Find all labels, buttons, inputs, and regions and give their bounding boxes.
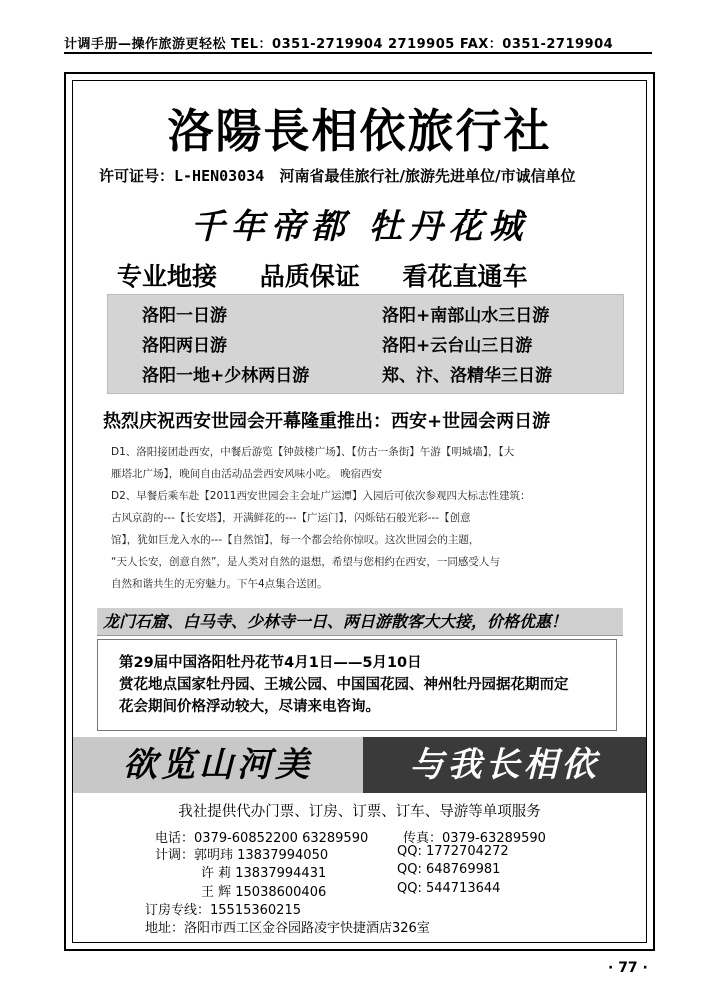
advertisement-inner-border [72,80,647,943]
planner-qq: QQ: 1772704272 [397,844,509,859]
agency-name: 洛陽長相依旅行社 [167,104,552,158]
advertisement-frame [64,72,655,951]
itinerary-line: 雁塔北广场】，晚间自由活动品尝西安风味小吃。 晚宿西安 [111,468,383,480]
itinerary-block [103,441,619,591]
booking-hotline: 订房专线：15515360215 [145,903,301,918]
peony-line: 花会期间价格浮动较大，尽请来电咨询。 [119,699,380,715]
slogan-left-panel: 欲览山河美 [73,737,363,793]
feature-list [117,257,561,293]
day-tour-banner: 龙门石窟、白马寺、少林寺一日、两日游散客大大接，价格优惠！ [97,608,623,636]
agency-address: 地址：洛阳市西工区金谷园路凌宇快捷酒店326室 [145,921,430,936]
tour-item: 洛阳一地+少林两日游 [142,366,310,386]
peony-festival-text [119,652,569,718]
itinerary-line: D2、早餐后乘车赴【2011西安世园会主会址广运潭】入园后可依次参观四大标志性建筑： [111,490,531,502]
planner-contact: 王 辉 15038600406 [201,885,327,900]
tour-list-panel [107,294,624,394]
slogan-right-panel: 与我长相依 [363,737,646,793]
agency-honors: 河南省最佳旅行社/旅游先进单位/市诚信单位 [279,167,576,185]
tour-item: 郑、汴、洛精华三日游 [382,366,552,386]
itinerary-line: 馆】，犹如巨龙入水的---【自然馆】，每一个都会给你惊叹。这次世园会的主题， [111,534,480,546]
phone-numbers: 电话：0379-60852200 63289590 [155,831,369,846]
planner-contact: 许 莉 13837994431 [201,866,327,881]
planner-qq: QQ: 544713644 [397,881,501,896]
license-number: 许可证号：L-HEN03034 [99,167,265,185]
peony-line: 第29届中国洛阳牡丹花节4月1日——5月10日 [119,655,422,671]
tour-item: 洛阳一日游 [142,306,227,326]
services-line: 我社提供代办门票、订房、订票、订车、导游等单项服务 [178,804,541,820]
fax-number: 传真：0379-63289590 [403,831,546,846]
peony-line: 赏花地点国家牡丹园、王城公园、中国国花园、神州牡丹园据花期而定 [119,677,569,693]
itinerary-line: 自然和谐共生的无穷魅力。下午4点集合送团。 [111,578,328,590]
feature-item: 品质保证 [259,262,360,291]
feature-item: 专业地接 [117,262,218,291]
promo-headline: 热烈庆祝西安世园会开幕隆重推出：西安+世园会两日游 [103,411,551,432]
tour-item: 洛阳两日游 [142,336,227,356]
feature-item: 看花直通车 [402,262,528,291]
planner-qq: QQ: 648769981 [397,862,501,877]
itinerary-line: D1、洛阳接团赴西安，中餐后游览【钟鼓楼广场】、【仿古一条街】午游【明城墙】，【大 [111,446,515,458]
itinerary-line: “天人长安，创意自然”，是人类对自然的退想，希望与您相约在西安，一同感受人与 [111,556,500,568]
tour-item: 洛阳+云台山三日游 [382,336,533,356]
city-slogan: 千年帝都 牡丹花城 [190,207,529,247]
license-line [99,165,576,186]
planner-contact: 计调：郭明玮 13837994050 [155,848,329,863]
header-bar: 计调手册—操作旅游更轻松 TEL：0351-2719904 2719905 FAX：0351-2719904 [64,33,652,54]
page-number: · 77 · [608,960,648,976]
tour-item: 洛阳+南部山水三日游 [382,306,550,326]
itinerary-line: 古风京韵的---【长安塔】，开满鲜花的---【广运门】，闪烁钻石般光彩---【创意 [111,512,471,524]
